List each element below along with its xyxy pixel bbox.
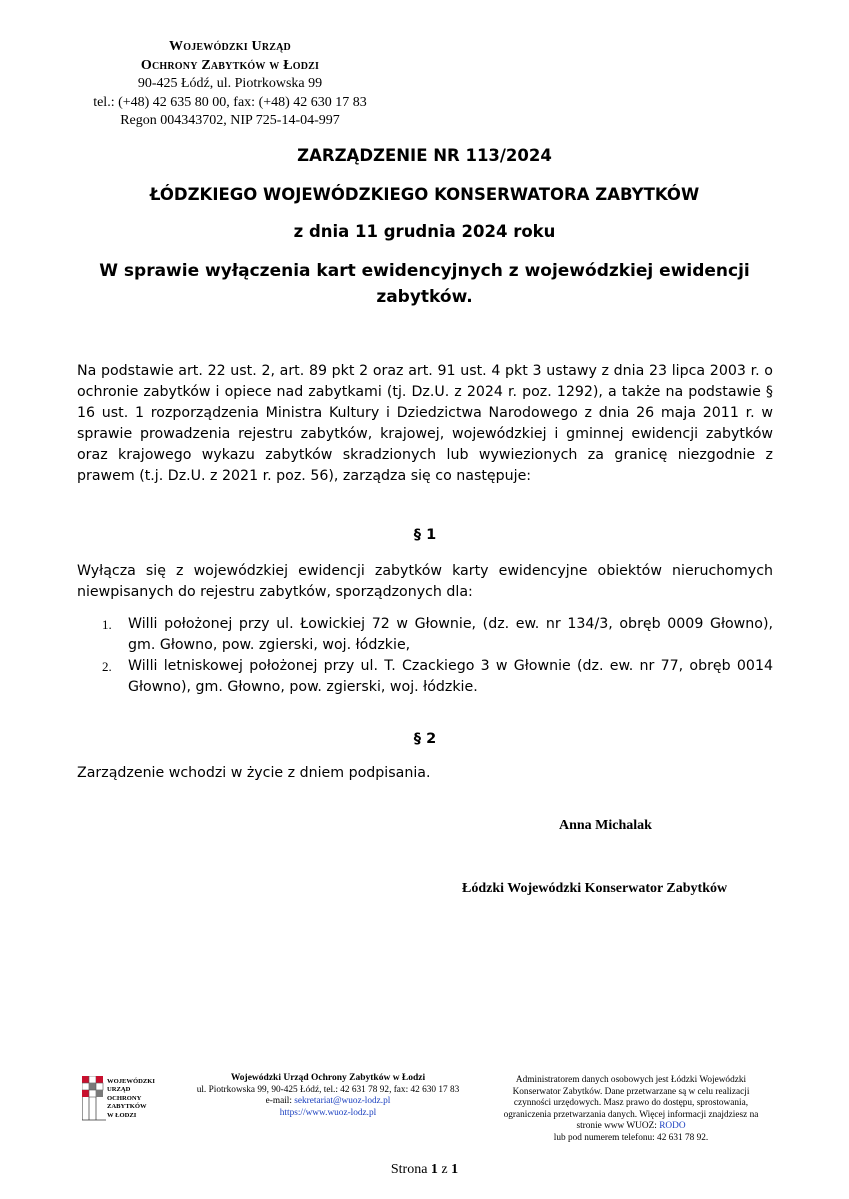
document-subject-line2: zabytków. xyxy=(376,287,473,307)
page-number-label: Strona xyxy=(390,1162,431,1177)
section-1-intro: Wyłącza się z wojewódzkiej ewidencji zabytków karty ewidencyjne obiektów nieruchomych niewpisanych do rejestru zabytków, sporządzonych dla: xyxy=(77,563,773,600)
footer-gdpr-phone: lub pod numerem telefonu: 42 631 78 92. xyxy=(553,1132,709,1143)
wuoz-logo-text-line: URZĄD xyxy=(107,1086,131,1094)
page-number-sep: z xyxy=(437,1162,452,1177)
letterhead-address: 90-425 Łódź, ul. Piotrkowska 99 xyxy=(137,76,323,91)
footer-org-name: Wojewódzki Urząd Ochrony Zabytków w Łodzi xyxy=(230,1073,426,1083)
letterhead-org-line2: Ochrony Zabytków w Łodzi xyxy=(140,57,320,73)
footer-gdpr-text xyxy=(496,1075,766,1133)
footer-email-link[interactable]: sekretariat@wuoz-lodz.pl xyxy=(294,1096,391,1106)
footer-website-link[interactable]: https://www.wuoz-lodz.pl xyxy=(279,1107,377,1118)
footer-gdpr-text-main: Administratorem danych osobowych jest Łódzki Wojewódzki Konserwator Zabytków. Dane przetwarzane są w celu realizacji czynności urzędowych. Masz prawo do dostępu, sprostowania, ograniczenia przetwarzania danych. Więcej informacji znajdziesz na stronie www WUOZ: xyxy=(503,1075,759,1131)
wuoz-logo-text-line: W ŁODZI xyxy=(107,1111,137,1119)
list-item-number: 2. xyxy=(102,659,112,674)
wuoz-logo-text-line: OCHRONY xyxy=(107,1094,142,1102)
footer-address: ul. Piotrkowska 99, 90-425 Łódź, tel.: 42 631 78 92, fax: 42 630 17 83 xyxy=(196,1084,460,1095)
document-authority: ŁÓDZKIEGO WOJEWÓDZKIEGO KONSERWATORA ZABYTKÓW xyxy=(149,185,700,204)
list-item-text: Willi letniskowej położonej przy ul. T. Czackiego 3 w Głownie (dz. ew. nr 77, obręb 0014 Głowno), gm. Głowno, pow. zgierski, woj. łódzkie. xyxy=(128,658,773,695)
document-subject-line1: W sprawie wyłączenia kart ewidencyjnych z wojewódzkiej ewidencji xyxy=(99,261,750,281)
wuoz-logo-text-line: WOJEWÓDZKI xyxy=(107,1078,155,1085)
section-1-sign: § 1 xyxy=(413,527,437,543)
page-number-total: 1 xyxy=(451,1162,459,1177)
page-number-current: 1 xyxy=(430,1162,438,1177)
footer-email-row xyxy=(178,1096,478,1108)
document-subject xyxy=(40,258,809,310)
list-item-text: Willi położonej przy ul. Łowickiej 72 w Głownie, (dz. ew. nr 134/3, obręb 0009 Głowno), gm. Głowno, pow. zgierski, woj. łódzkie, xyxy=(128,616,773,653)
signatory-position: Łódzki Wojewódzki Konserwator Zabytków xyxy=(462,881,728,896)
document-number: ZARZĄDZENIE NR 113/2024 xyxy=(297,146,552,165)
footer-contact xyxy=(178,1073,478,1119)
wuoz-logo-text xyxy=(107,1078,155,1120)
preamble-paragraph: Na podstawie art. 22 ust. 2, art. 89 pkt 2 oraz art. 91 ust. 4 pkt 3 ustawy z dnia 23 lipca 2003 r. o ochronie zabytków i opiece nad zabytkami (tj. Dz.U. z 2024 r. poz. 1292), a także na podstawie § 16 ust. 1 rozporządzenia Ministra Kultury i Dziedzictwa Narodowego z dnia 26 maja 2011 r. w sprawie prowadzenia rejestru zabytków, krajowej, wojewódzkiej i gminnej ewidencji zabytków oraz krajowego wykazu zabytków skradzionych lub wywiezionych za granicę niezgodnie z prawem (t.j. Dz.U. z 2021 r. poz. 56), zarządza się co następuje: xyxy=(77,363,773,484)
page-number xyxy=(0,1162,849,1178)
letterhead-org-line1: Wojewódzki Urząd xyxy=(169,39,291,54)
letterhead xyxy=(60,38,400,131)
footer-rodo-link[interactable]: RODO xyxy=(659,1121,686,1131)
letterhead-phone-fax: tel.: (+48) 42 635 80 00, fax: (+48) 42 630 17 83 xyxy=(93,94,367,110)
section-2-sign: § 2 xyxy=(413,731,437,747)
footer-gdpr-notice xyxy=(496,1075,766,1144)
footer-email-label: e-mail: xyxy=(265,1096,295,1106)
document-date: z dnia 11 grudnia 2024 roku xyxy=(293,222,556,241)
section-2-text: Zarządzenie wchodzi w życie z dniem podpisania. xyxy=(77,765,431,781)
list-item-number: 1. xyxy=(102,617,112,632)
signatory-name: Anna Michalak xyxy=(559,818,652,833)
wuoz-logo-text-line: ZABYTKÓW xyxy=(107,1103,147,1111)
wuoz-logo xyxy=(82,1076,182,1122)
letterhead-regon-nip: Regon 004343702, NIP 725-14-04-997 xyxy=(120,113,340,128)
